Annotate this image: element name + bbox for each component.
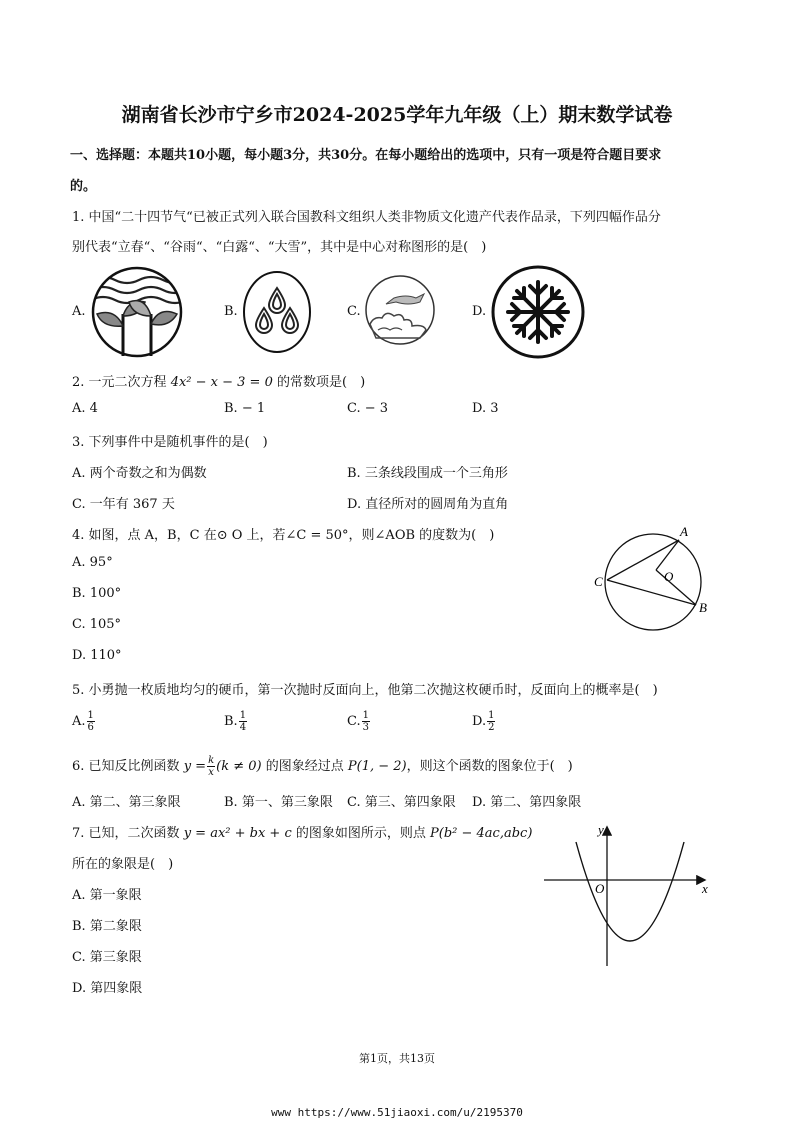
q2-option-b: B. − 1 [224,401,266,416]
section-heading: 一、选择题：本题共10小题，每小题3分，共30分。在每小题给出的选项中，只有一项是符合题目要求 [70,148,662,163]
q3-option-a: A. 两个奇数之和为偶数 [72,466,207,481]
page-title: 湖南省长沙市宁乡市2024-2025学年九年级（上）期末数学试卷 [121,104,673,126]
q6-option-c: C. 第三、第四象限 [347,795,456,810]
q5-option-d [472,710,496,733]
label-a: A [680,524,688,539]
q6-condition: (k ≠ 0) [216,759,262,774]
q2-stem-text: 2. 一元二次方程 [72,375,167,390]
numerator: 1 [362,710,369,721]
q4-option-b: B. 100° [72,586,122,601]
q7-stem [72,822,532,841]
q6-stem [72,755,573,778]
q4-circle-figure [592,522,722,642]
q6-stem-mid: 的图象经过点 [265,759,344,774]
numerator: 1 [87,710,94,721]
denominator: 4 [239,722,247,733]
parabola-curve [576,842,684,941]
bailu-emblem-icon [364,272,436,348]
q2-stem-tail: 的常数项是( ) [277,375,366,390]
lichun-emblem-icon [89,266,185,358]
guyu-emblem-icon [242,270,312,354]
q7-option-d: D. 第四象限 [72,981,143,996]
q4-option-d: D. 110° [72,648,122,663]
q7-option-b: B. 第二象限 [72,919,142,934]
q2-stem [72,371,365,390]
q1-option-c-label: C. [347,304,361,319]
denominator: x [208,767,214,778]
q5-option-a [72,710,96,733]
q5-option-b-label: B. [224,714,238,729]
q6-point: P(1, − 2) [347,759,407,774]
q6-option-b: B. 第一、第三象限 [224,795,333,810]
q1-option-a-label: A. [72,304,86,319]
page-footer: 第1页，共13页 [359,1052,435,1065]
q1-stem-line1: 1. 中国“二十四节气“已被正式列入联合国教科文组织人类非物质文化遗产代表作品录，下列四幅作品分 [72,210,661,225]
q2-option-d: D. 3 [472,401,499,416]
fraction [362,710,370,733]
numerator: 1 [488,710,495,721]
q7-formula: y = ax² + bx + c [183,826,292,841]
q5-option-a-label: A. [72,714,86,729]
q5-option-c [347,710,371,733]
denominator: 2 [488,722,495,733]
q5-option-d-label: D. [472,714,487,729]
q7-stem-mid: 的图象如图所示，则点 [295,826,426,841]
label-c: C [594,574,603,589]
q3-stem: 3. 下列事件中是随机事件的是( ) [72,435,268,450]
q3-option-c: C. 一年有 367 天 [72,497,175,512]
q5-stem: 5. 小勇抛一枚质地均匀的硬币，第一次抛时反面向上，他第二次抛这枚硬币时，反面向上的概率是( ) [72,683,658,698]
fraction [87,710,95,733]
fraction [239,710,247,733]
q6-y-eq: y = [183,759,207,774]
q1-option-d-label: D. [472,304,487,319]
q2-option-c: C. − 3 [347,401,389,416]
circle-o [605,534,701,630]
q5-option-c-label: C. [347,714,361,729]
q6-stem-text: 6. 已知反比例函数 [72,759,180,774]
q7-point: P(b² − 4ac,abc) [430,826,533,841]
q2-option-a: A. 4 [72,401,98,416]
label-b: B [699,600,707,615]
q6-stem-tail: ，则这个函数的图象位于( ) [406,759,573,774]
denominator: 6 [87,722,94,733]
q7-stem-text: 7. 已知，二次函数 [72,826,180,841]
q7-option-c: C. 第三象限 [72,950,142,965]
q7-option-a: A. 第一象限 [72,888,142,903]
daxue-emblem-icon [490,264,586,360]
q7-parabola-figure [542,820,717,970]
q1-stem-line2: 别代表“立春“、“谷雨“、“白露“、“大雪”，其中是中心对称图形的是( ) [72,240,487,255]
numerator: 1 [239,710,247,721]
q1-option-b-label: B. [224,304,238,319]
q6-option-a: A. 第二、第三象限 [72,795,181,810]
y-axis-label: y [598,822,604,837]
label-o: O [664,569,674,584]
q3-option-b: B. 三条线段围成一个三角形 [347,466,508,481]
numerator: k [208,755,215,766]
q4-option-c: C. 105° [72,617,122,632]
x-axis-label: x [702,881,708,896]
q6-fraction [207,755,215,778]
fraction [487,710,495,733]
denominator: 3 [362,722,369,733]
origin-label: O [595,881,605,896]
q6-option-d: D. 第二、第四象限 [472,795,582,810]
q4-option-a: A. 95° [72,555,113,570]
q2-equation: 4x² − x − 3 = 0 [170,375,273,390]
watermark-url: www https://www.51jiaoxi.com/u/2195370 [271,1106,523,1119]
section-heading-cont: 的。 [70,179,97,194]
q3-option-d: D. 直径所对的圆周角为直角 [347,497,509,512]
radius-oa [656,540,679,570]
q4-stem: 4. 如图，点 A，B，C 在⊙ O 上，若∠C = 50°，则∠AOB 的度数为( ) [72,528,495,543]
q5-option-b [224,710,248,733]
q7-stem-line2: 所在的象限是( ) [72,857,174,872]
